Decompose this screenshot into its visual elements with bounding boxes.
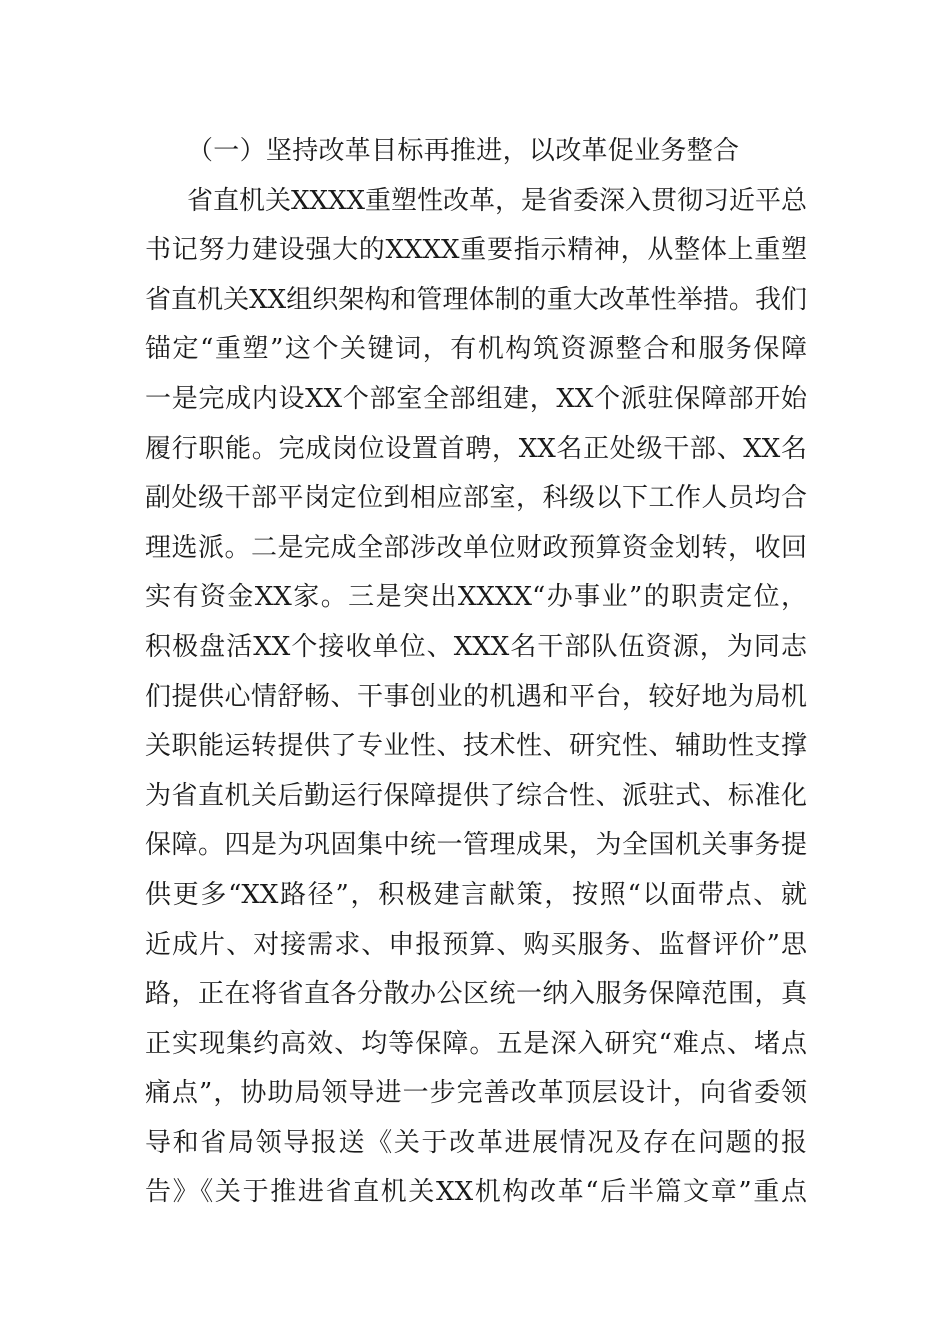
- paragraph-line: 供更多“XX路径”，积极建言献策，按照“以面带点、就: [145, 879, 807, 910]
- paragraph-line: 痛点”，协助局领导进一步完善改革顶层设计，向省委领: [145, 1078, 807, 1109]
- section-heading: （一）坚持改革目标再推进，以改革促业务整合: [187, 136, 740, 166]
- paragraph-line: 积极盘活XX个接收单位、XXX名干部队伍资源，为同志: [145, 631, 807, 662]
- paragraph-line: 履行职能。完成岗位设置首聘，XX名正处级干部、XX名: [145, 433, 807, 464]
- paragraph-line: 副处级干部平岗定位到相应部室，科级以下工作人员均合: [145, 483, 807, 514]
- paragraph-line: 实有资金XX家。三是突出XXXX“办事业”的职责定位，: [145, 582, 807, 613]
- paragraph-line: 导和省局领导报送《关于改革进展情况及存在问题的报: [145, 1127, 807, 1158]
- paragraph-line: 省直机关XX组织架构和管理体制的重大改革性举措。我们: [145, 284, 807, 315]
- paragraph-line: 锚定“重塑”这个关键词，有机构筑资源整合和服务保障: [145, 334, 807, 365]
- paragraph-line: 理选派。二是完成全部涉改单位财政预算资金划转，收回: [145, 532, 807, 563]
- paragraph-line: 正实现集约高效、均等保障。五是深入研究“难点、堵点: [145, 1028, 807, 1059]
- paragraph-line: 保障。四是为巩固集中统一管理成果，为全国机关事务提: [145, 830, 807, 861]
- paragraph-line: 告》《关于推进省直机关XX机构改革“后半篇文章”重点: [145, 1177, 807, 1208]
- paragraph-line: 省直机关XXXX重塑性改革，是省委深入贯彻习近平总: [187, 185, 807, 216]
- paragraph-line: 近成片、对接需求、申报预算、购买服务、监督评价”思: [145, 929, 807, 960]
- paragraph-line: 关职能运转提供了专业性、技术性、研究性、辅助性支撑: [145, 731, 807, 762]
- paragraph-line: 路，正在将省直各分散办公区统一纳入服务保障范围，真: [145, 979, 807, 1010]
- paragraph-line: 为省直机关后勤运行保障提供了综合性、派驻式、标准化: [145, 780, 807, 811]
- paragraph-line: 一是完成内设XX个部室全部组建，XX个派驻保障部开始: [145, 383, 807, 414]
- document-body: [145, 127, 807, 1218]
- paragraph-line: 书记努力建设强大的XXXX重要指示精神，从整体上重塑: [145, 235, 807, 266]
- paragraph-line: 们提供心情舒畅、干事创业的机遇和平台，较好地为局机: [145, 681, 807, 712]
